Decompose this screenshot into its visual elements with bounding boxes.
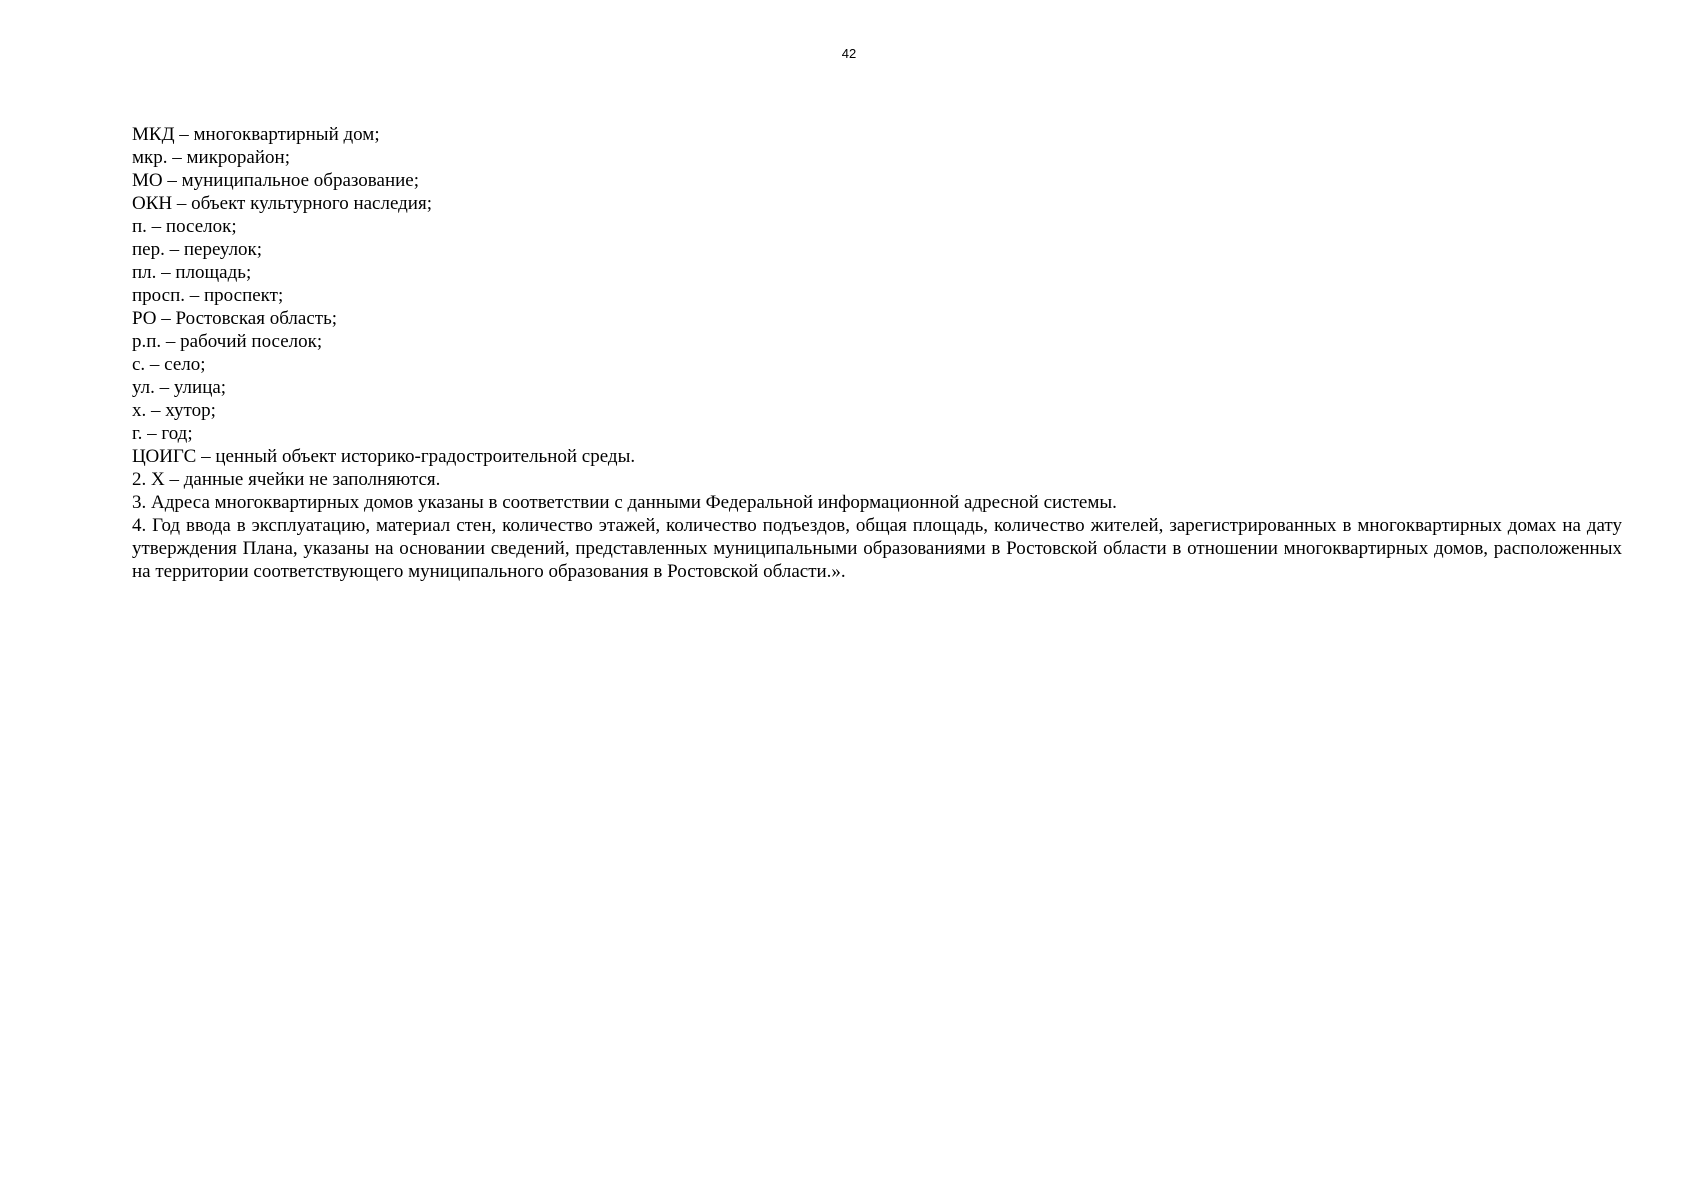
abbreviation-item: ул. – улица; <box>132 377 227 398</box>
abbreviation-item: г. – год; <box>132 423 193 444</box>
abbreviation-item: ОКН – объект культурного наследия; <box>132 193 432 214</box>
abbreviation-item: МКД – многоквартирный дом; <box>132 124 380 145</box>
note-item: 2. Х – данные ячейки не заполняются. <box>132 469 441 490</box>
note-item: 3. Адреса многоквартирных домов указаны в соответствии с данными Федеральной информационной адресной системы. <box>132 492 1117 513</box>
abbreviation-item: пер. – переулок; <box>132 239 263 260</box>
abbreviation-item: р.п. – рабочий поселок; <box>132 331 323 352</box>
abbreviation-item: ЦОИГС – ценный объект историко-градостроительной среды. <box>132 446 636 467</box>
abbreviation-item: п. – поселок; <box>132 216 237 237</box>
abbreviation-item: с. – село; <box>132 354 206 375</box>
abbreviation-item: мкр. – микрорайон; <box>132 147 290 168</box>
abbreviation-item: пл. – площадь; <box>132 262 252 283</box>
abbreviation-item: МО – муниципальное образование; <box>132 170 420 191</box>
note-item: 4. Год ввода в эксплуатацию, материал стен, количество этажей, количество подъездов, общая площадь, количество жителей, зарегистрированных в многоквартирных домах на дату утверждения Плана, указаны на основании сведений, представленных муниципальными образованиями в Ростовской области в отношении многоквартирных домов, расположенных на территории соответствующего муниципального образования в Ростовской области.». <box>132 515 1622 582</box>
abbreviation-item: просп. – проспект; <box>132 285 284 306</box>
document-body <box>132 123 1622 583</box>
page-number: 42 <box>841 46 857 61</box>
abbreviation-item: х. – хутор; <box>132 400 216 421</box>
abbreviation-item: РО – Ростовская область; <box>132 308 338 329</box>
